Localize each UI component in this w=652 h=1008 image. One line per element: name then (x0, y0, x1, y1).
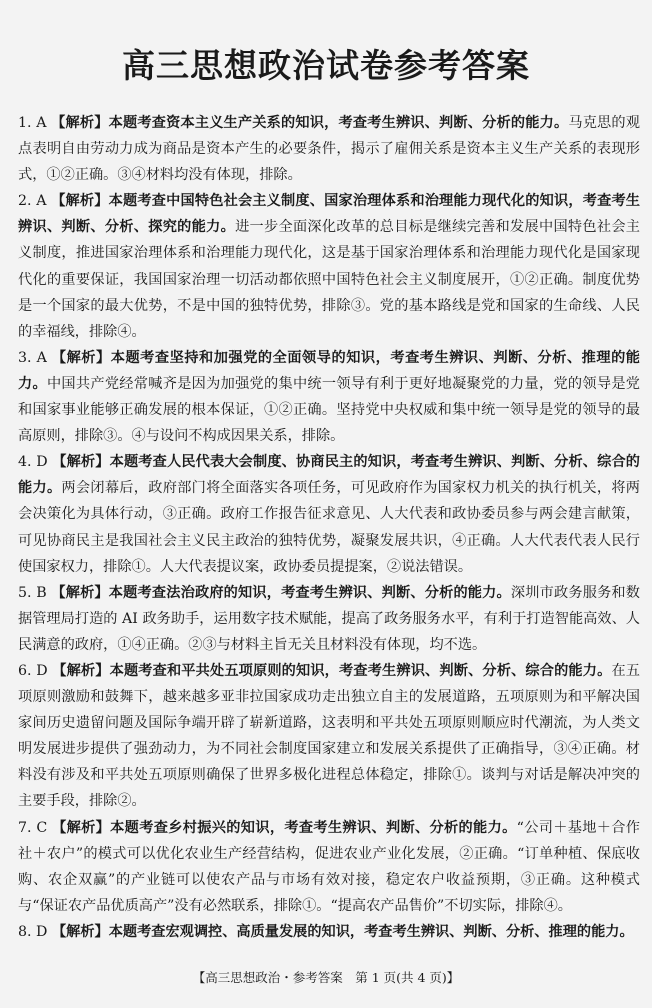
analysis-body: 中国共产党经常喊齐是因为加强党的集中统一领导有利于更好地凝聚党的力量，党的领导是党和国家事业能够正确发展的根本保证，①②正确。坚持党中央权威和集中统一领导是党的领导的最高原则，排除③。④与设问不构成因果关系，排除。 (18, 375, 640, 445)
analysis-lead: 本题考查资本主义生产关系的知识，考查考生辨识、判断、分析的能力。 (108, 115, 569, 131)
answer-item-5 (18, 580, 640, 658)
answer-item-6 (18, 658, 640, 815)
analysis-lead: 本题考查法治政府的知识，考查考生辨识、判断、分析的能力。 (108, 584, 511, 601)
answer-item-8 (18, 919, 640, 945)
analysis-body: 进一步全面深化改革的总目标是继续完善和发展中国特色社会主义制度，推进国家治理体系和治理能力现代化，这是基于国家治理体系和治理能力现代化是国家现代化的重要保证，我国国家治理一切活动都依照中国特色社会主义制度展开，①②正确。制度优势是一个国家的最大优势，不是中国的独特优势，排除③。党的基本路线是党和国家的生命线、人民的幸福线，排除④。 (18, 219, 640, 340)
answer-number: 8. D (18, 923, 48, 940)
analysis-tag: 【解析】 (51, 193, 109, 210)
analysis-body: 在五项原则激励和鼓舞下，越来越多亚非拉国家成功走出独立自主的发展道路，五项原则为和平解决国家间历史遗留问题及国际争端开辟了崭新道路，这表明和平共处五项原则顺应时代潮流，为人类文明发展进步提供了强劲动力，为不同社会制度国家建立和发展关系提供了正确指导，③④正确。材料没有涉及和平共处五项原则确保了世界多极化进程总体稳定，排除①。谈判与对话是解决冲突的主要手段，排除②。 (18, 662, 640, 810)
answer-item-3 (18, 345, 640, 449)
page-title: 高三思想政治试卷参考答案 (122, 46, 530, 85)
answer-number: 2. A (18, 193, 47, 210)
answer-number: 5. B (18, 584, 47, 601)
analysis-tag: 【解析】 (51, 115, 109, 131)
analysis-tag: 【解析】 (52, 662, 110, 679)
answer-number: 3. A (18, 349, 47, 366)
answer-number: 4. D (18, 454, 48, 471)
analysis-lead: 本题考查人民代表大会制度、协商民主的知识，考查考生辨识、判断、分析、综合的能力。 (18, 454, 640, 497)
answer-number: 1. A (18, 115, 47, 131)
analysis-tag: 【解析】 (51, 584, 109, 601)
answer-item-2 (18, 188, 640, 345)
analysis-body: 两会闭幕后，政府部门将全面落实各项任务，可见政府作为国家权力机关的执行机关，将两会决策化为具体行动，③正确。政府工作报告征求意见、人大代表和政协委员参与两会建言献策，可见协商民主是我国社会主义民主政治的独特优势，凝聚发展共识，④正确。人大代表代表人民行使国家权力，排除①。人大代表提议案，政协委员提提案，②说法错误。 (18, 480, 640, 575)
analysis-lead: 本题考查坚持和加强党的全面领导的知识，考查考生辨识、判断、分析、推理的能力。 (18, 349, 640, 392)
answer-item-4 (18, 449, 640, 579)
analysis-lead: 本题考查宏观调控、高质量发展的知识，考查考生辨识、判断、分析、推理的能力。 (108, 923, 634, 940)
analysis-body: “公司＋基地＋合作社＋农户”的模式可以优化农业生产经营结构，促进农业产业化发展，②正确。“订单种植、保底收购、农企双赢”的产业链可以使农产品与市场有效对接，稳定农户收益预期，③正确。这种模式与“保证农产品优质高产”没有必然联系，排除①。“提高农产品售价”不切实际，排除④。 (18, 819, 640, 914)
analysis-lead: 本题考查中国特色社会主义制度、国家治理体系和治理能力现代化的知识，考查考生辨识、判断、分析、探究的能力。 (18, 193, 640, 236)
analysis-lead: 本题考查和平共处五项原则的知识，考查考生辨识、判断、分析、综合的能力。 (109, 662, 612, 679)
answer-item-7 (18, 815, 640, 919)
analysis-lead: 本题考查乡村振兴的知识，考查考生辨识、判断、分析的能力。 (110, 819, 517, 836)
answer-number: 7. C (18, 819, 48, 836)
page-footer: 【高三思想政治・参考答案 第 1 页(共 4 页)】 (192, 970, 460, 985)
analysis-body: 马克思的观点表明自由劳动力成为商品是资本产生的必要条件，揭示了雇佣关系是资本主义生产关系的表现形式，①②正确。③④材料均没有体现，排除。 (18, 115, 640, 184)
answer-number: 6. D (18, 662, 48, 679)
answer-item-1 (18, 110, 640, 188)
answer-list (18, 110, 640, 945)
analysis-tag: 【解析】 (52, 454, 110, 471)
analysis-tag: 【解析】 (51, 349, 111, 366)
analysis-tag: 【解析】 (52, 819, 111, 836)
analysis-tag: 【解析】 (51, 923, 109, 940)
analysis-body: 深圳市政务服务和数据管理局打造的 AI 政务助手，运用数字技术赋能，提高了政务服务水平，有利于打造智能高效、人民满意的政府，①④正确。②③与材料主旨无关且材料没有体现，均不选。 (18, 584, 640, 653)
